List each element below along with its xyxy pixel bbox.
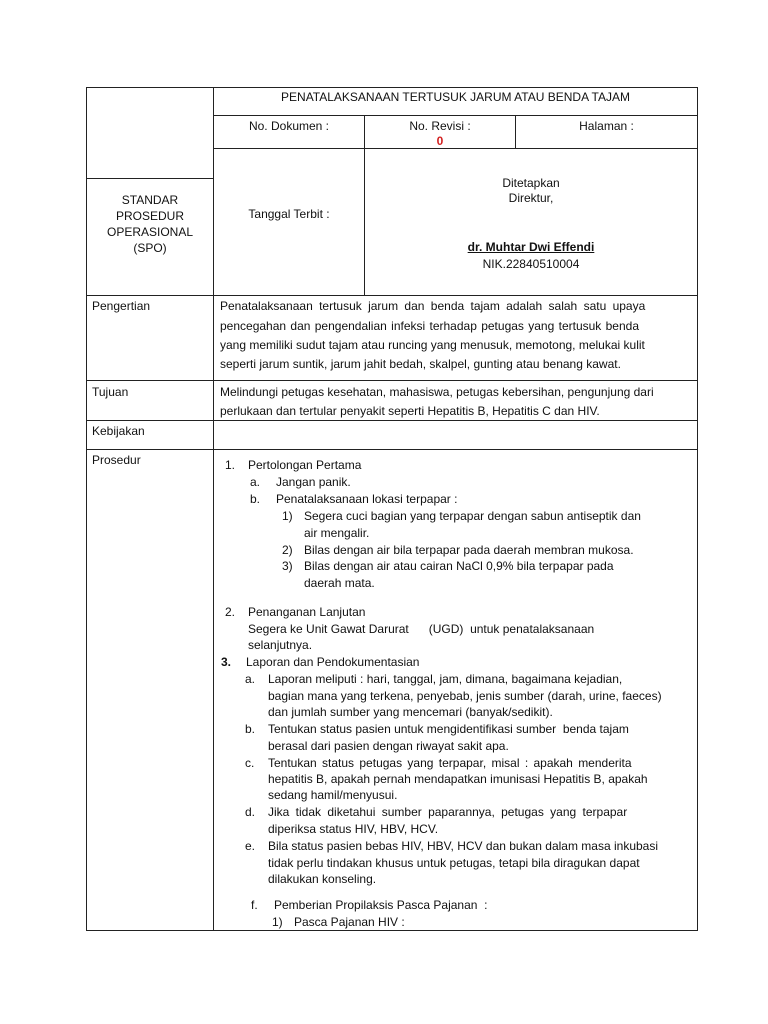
step-3f1-number: 1) xyxy=(272,915,283,929)
no-revisi-value: 0 xyxy=(436,134,444,148)
halaman-label: Halaman : xyxy=(579,119,634,133)
pengertian-line-2: pencegahan dan pengendalian infeksi terhadap petugas yang tertusuk benda xyxy=(220,319,639,333)
prosedur-label: Prosedur xyxy=(92,453,141,467)
direktur-text: Direktur, xyxy=(508,191,554,205)
prosedur-top-divider xyxy=(86,449,698,450)
pengertian-line-4: seperti jarum suntik, jarum jahit bedah, skalpel, gunting atau benang kawat. xyxy=(220,357,621,371)
step-3f-letter: f. xyxy=(251,898,258,912)
step-3f-text: Pemberian Propilaksis Pasca Pajanan : xyxy=(274,898,488,912)
step-1a-text: Jangan panik. xyxy=(276,475,351,489)
signer-nik: NIK.22840510004 xyxy=(482,257,580,271)
step-3e-line-1: Bila status pasien bebas HIV, HBV, HCV dan bukan dalam masa inkubasi xyxy=(268,839,659,853)
step-3b-line-2: berasal dari pasien dengan riwayat sakit apa. xyxy=(268,739,509,753)
spo-line-4: (SPO) xyxy=(133,241,167,255)
no-revisi-label: No. Revisi : xyxy=(409,119,471,133)
spo-line-1: STANDAR xyxy=(121,193,179,207)
tujuan-line-2: perlukaan dan tertular penyakit seperti Hepatitis B, Hepatitis C dan HIV. xyxy=(220,404,600,418)
pengertian-line-1: Penatalaksanaan tertusuk jarum dan benda tajam adalah salah satu upaya xyxy=(220,299,646,313)
step-1b3-number: 3) xyxy=(282,559,293,573)
step-3f1-text: Pasca Pajanan HIV : xyxy=(294,915,405,929)
step-3e-letter: e. xyxy=(245,839,256,853)
pengertian-top-divider xyxy=(86,295,698,296)
step-2-line-2: selanjutnya. xyxy=(248,638,313,652)
step-3e-line-2: tidak perlu tindakan khusus untuk petugas, tetapi bila diragukan dapat xyxy=(268,856,640,870)
document-title: PENATALAKSANAAN TERTUSUK JARUM ATAU BENDA TAJAM xyxy=(281,90,630,104)
step-3d-line-1: Jika tidak diketahui sumber paparannya, petugas yang terpapar xyxy=(268,805,628,819)
tanggal-terbit-label: Tanggal Terbit : xyxy=(248,207,330,221)
step-2-title: Penanganan Lanjutan xyxy=(248,605,366,619)
step-3a-line-2: bagian mana yang terkena, penyebab, jenis sumber (darah, urine, faeces) xyxy=(268,689,662,703)
step-3e-line-3: dilakukan konseling. xyxy=(268,872,377,886)
spo-top-divider xyxy=(86,178,214,179)
step-1b2-number: 2) xyxy=(282,543,293,557)
header-divider-1 xyxy=(213,115,698,116)
tujuan-line-1: Melindungi petugas kesehatan, mahasiswa, petugas kebersihan, pengunjung dari xyxy=(220,385,654,399)
pengertian-label: Pengertian xyxy=(92,299,151,313)
step-3a-line-1: Laporan meliputi : hari, tanggal, jam, dimana, bagaimana kejadian, xyxy=(268,672,623,686)
step-1b3-line-1: Bilas dengan air atau cairan NaCl 0,9% bila terpapar pada xyxy=(304,559,614,573)
ditetapkan-text: Ditetapkan xyxy=(502,176,560,190)
table-border-top xyxy=(86,87,698,88)
step-3c-line-1: Tentukan status petugas yang terpapar, misal : apakah menderita xyxy=(268,756,632,770)
step-3a-letter: a. xyxy=(245,672,256,686)
kebijakan-top-divider xyxy=(86,420,698,421)
tujuan-label: Tujuan xyxy=(92,385,129,399)
step-3a-line-3: dan jumlah sumber yang mencemari (banyak/sedikit). xyxy=(268,705,553,719)
spo-line-2: PROSEDUR xyxy=(115,209,184,223)
tujuan-top-divider xyxy=(86,380,698,381)
step-1b1-line-2: air mengalir. xyxy=(304,526,370,540)
table-border-right xyxy=(697,87,698,931)
kebijakan-label: Kebijakan xyxy=(92,424,145,438)
step-3d-line-2: diperiksa status HIV, HBV, HCV. xyxy=(268,822,439,836)
step-3-title: Laporan dan Pendokumentasian xyxy=(246,655,420,669)
step-1b1-number: 1) xyxy=(282,509,293,523)
spo-line-3: OPERASIONAL xyxy=(106,225,194,239)
signer-name: dr. Muhtar Dwi Effendi xyxy=(467,240,595,254)
step-3d-letter: d. xyxy=(245,805,256,819)
step-1b-letter: b. xyxy=(250,492,261,506)
step-1-title: Pertolongan Pertama xyxy=(248,458,362,472)
step-2-number: 2. xyxy=(225,605,236,619)
step-3-number: 3. xyxy=(221,655,232,669)
step-2-line-1: Segera ke Unit Gawat Darurat (UGD) untuk penatalaksanaan xyxy=(248,622,595,636)
step-1b2-text: Bilas dengan air bila terpapar pada daerah membran mukosa. xyxy=(304,543,634,557)
step-3c-letter: c. xyxy=(245,756,255,770)
step-3b-line-1: Tentukan status pasien untuk mengidentifikasi sumber benda tajam xyxy=(268,722,629,736)
step-3c-line-3: sedang hamil/menyusui. xyxy=(268,788,398,802)
step-1b3-line-2: daerah mata. xyxy=(304,576,375,590)
pengertian-line-3: yang memiliki sudut tajam atau runcing yang menusuk, memotong, melukai kulit xyxy=(220,338,645,352)
step-3b-letter: b. xyxy=(245,722,256,736)
no-dokumen-label: No. Dokumen : xyxy=(248,119,330,133)
step-1-number: 1. xyxy=(225,458,236,472)
step-1b1-line-1: Segera cuci bagian yang terpapar dengan sabun antiseptik dan xyxy=(304,509,641,523)
step-1b-text: Penatalaksanaan lokasi terpapar : xyxy=(276,492,458,506)
step-1a-letter: a. xyxy=(250,475,261,489)
step-3c-line-2: hepatitis B, apakah pernah mendapatkan imunisasi Hepatitis B, apakah xyxy=(268,772,648,786)
